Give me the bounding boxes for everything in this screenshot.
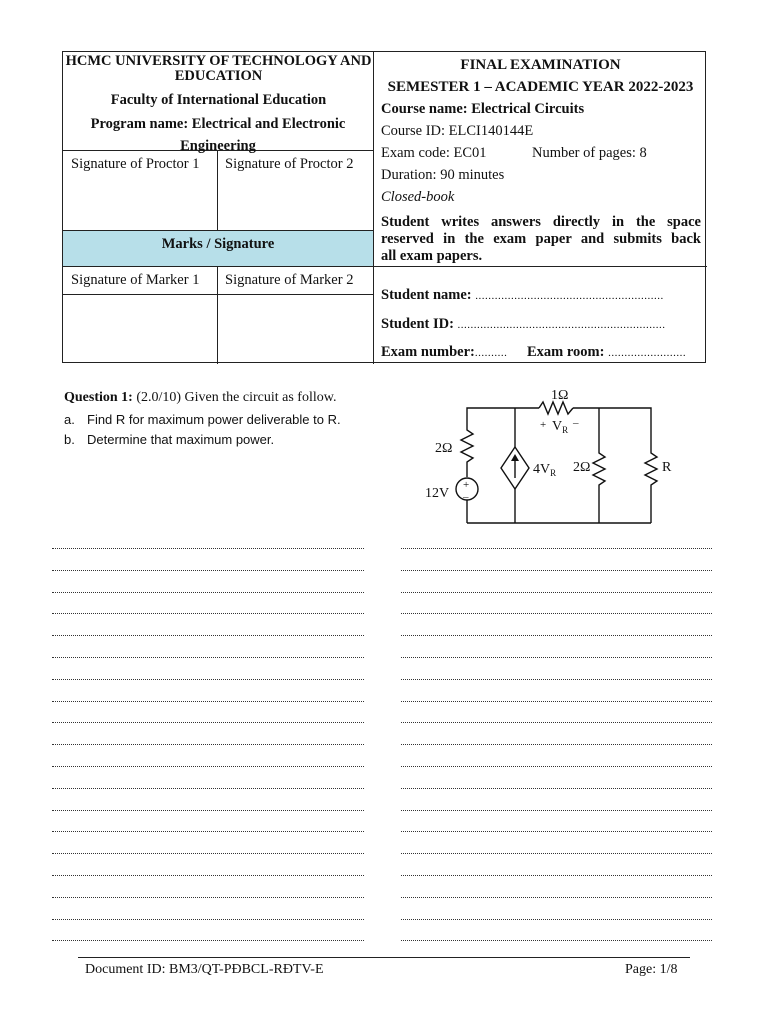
answer-line-right[interactable] xyxy=(401,613,712,614)
left-resistor-label: 2Ω xyxy=(435,441,453,456)
answer-line-right[interactable] xyxy=(401,940,712,941)
question-part-b: b. Determine that maximum power. xyxy=(64,432,275,447)
answer-line-left[interactable] xyxy=(52,657,364,658)
faculty-name: Faculty of International Education xyxy=(110,92,327,108)
proctor-1-label: Signature of Proctor 1 xyxy=(71,156,200,172)
vr-label: $V_R$ xyxy=(552,419,569,435)
middle-resistor-label: 2Ω xyxy=(573,460,591,475)
proctor-2-label: Signature of Proctor 2 xyxy=(225,156,354,172)
exam-number-field[interactable]: Exam number:.......... xyxy=(381,344,508,360)
answer-line-right[interactable] xyxy=(401,788,712,789)
answer-line-left[interactable] xyxy=(52,744,364,745)
answer-line-left[interactable] xyxy=(52,919,364,920)
load-resistor-label: R xyxy=(662,460,672,475)
marker-1-label: Signature of Marker 1 xyxy=(71,272,200,288)
answer-line-left[interactable] xyxy=(52,613,364,614)
top-resistor-label: 1Ω xyxy=(551,388,569,403)
student-id-field[interactable]: Student ID: ................................................................ xyxy=(381,316,666,332)
circuit-diagram xyxy=(415,385,705,530)
answer-line-left[interactable] xyxy=(52,592,364,593)
question-part-a: a. Find R for maximum power deliverable to R. xyxy=(64,412,341,427)
footer-rule xyxy=(78,957,690,958)
program-name: Program name: Electrical and Electronic Engineering xyxy=(90,116,346,154)
answer-line-right[interactable] xyxy=(401,897,712,898)
question-text: (2.0/10) Given the circuit as follow. xyxy=(136,390,337,405)
answer-line-right[interactable] xyxy=(401,875,712,876)
vr-minus-sign: – xyxy=(573,417,579,429)
answer-instruction: Student writes answers directly in the space reserved in the exam paper and submits back all exam papers. xyxy=(381,214,701,264)
answer-line-left[interactable] xyxy=(52,788,364,789)
answer-line-left[interactable] xyxy=(52,831,364,832)
exam-room-field[interactable]: Exam room: ........................ xyxy=(527,344,687,360)
answer-line-left[interactable] xyxy=(52,897,364,898)
answer-line-left[interactable] xyxy=(52,701,364,702)
voltage-source-label: 12V xyxy=(425,486,450,501)
page-number: Page: 1/8 xyxy=(625,962,678,977)
answer-line-right[interactable] xyxy=(401,548,712,549)
dependent-source-label: $4V_R$ xyxy=(533,462,557,478)
university-name: HCMC UNIVERSITY OF TECHNOLOGY AND EDUCATION xyxy=(65,53,372,84)
answer-line-left[interactable] xyxy=(52,853,364,854)
answer-line-right[interactable] xyxy=(401,679,712,680)
answer-line-right[interactable] xyxy=(401,766,712,767)
vr-plus-sign: + xyxy=(540,419,547,431)
course-id: Course ID: ELCI140144E xyxy=(381,123,534,139)
answer-line-left[interactable] xyxy=(52,810,364,811)
answer-line-right[interactable] xyxy=(401,701,712,702)
answer-line-left[interactable] xyxy=(52,548,364,549)
answer-line-right[interactable] xyxy=(401,831,712,832)
source-minus-sign: – xyxy=(463,491,469,503)
answer-line-right[interactable] xyxy=(401,657,712,658)
answer-line-left[interactable] xyxy=(52,766,364,767)
marks-signature-label: Marks / Signature xyxy=(161,236,275,252)
number-of-pages: Number of pages: 8 xyxy=(532,145,647,161)
answer-line-right[interactable] xyxy=(401,744,712,745)
answer-line-right[interactable] xyxy=(401,722,712,723)
answer-line-right[interactable] xyxy=(401,635,712,636)
answer-line-left[interactable] xyxy=(52,722,364,723)
student-name-field[interactable]: Student name: .......................................................... xyxy=(381,287,664,303)
source-plus-sign: + xyxy=(463,479,470,491)
answer-line-left[interactable] xyxy=(52,679,364,680)
duration: Duration: 90 minutes xyxy=(381,167,505,183)
course-name: Course name: Electrical Circuits xyxy=(381,101,585,117)
answer-line-left[interactable] xyxy=(52,940,364,941)
exam-code: Exam code: EC01 xyxy=(381,145,487,161)
question-1 xyxy=(64,390,336,406)
exam-title: FINAL EXAMINATION xyxy=(460,57,621,73)
exam-header-table xyxy=(62,51,706,363)
answer-line-right[interactable] xyxy=(401,592,712,593)
marker-2-label: Signature of Marker 2 xyxy=(225,272,354,288)
answer-line-left[interactable] xyxy=(52,570,364,571)
closed-book-note: Closed-book xyxy=(381,189,455,205)
answer-line-left[interactable] xyxy=(52,875,364,876)
document-id: Document ID: BM3/QT-PĐBCL-RĐTV-E xyxy=(85,962,324,977)
answer-line-right[interactable] xyxy=(401,570,712,571)
answer-line-right[interactable] xyxy=(401,853,712,854)
answer-line-left[interactable] xyxy=(52,635,364,636)
answer-line-right[interactable] xyxy=(401,810,712,811)
question-label: Question 1: xyxy=(64,390,133,405)
answer-line-right[interactable] xyxy=(401,919,712,920)
semester-title: SEMESTER 1 – ACADEMIC YEAR 2022-2023 xyxy=(387,79,694,95)
